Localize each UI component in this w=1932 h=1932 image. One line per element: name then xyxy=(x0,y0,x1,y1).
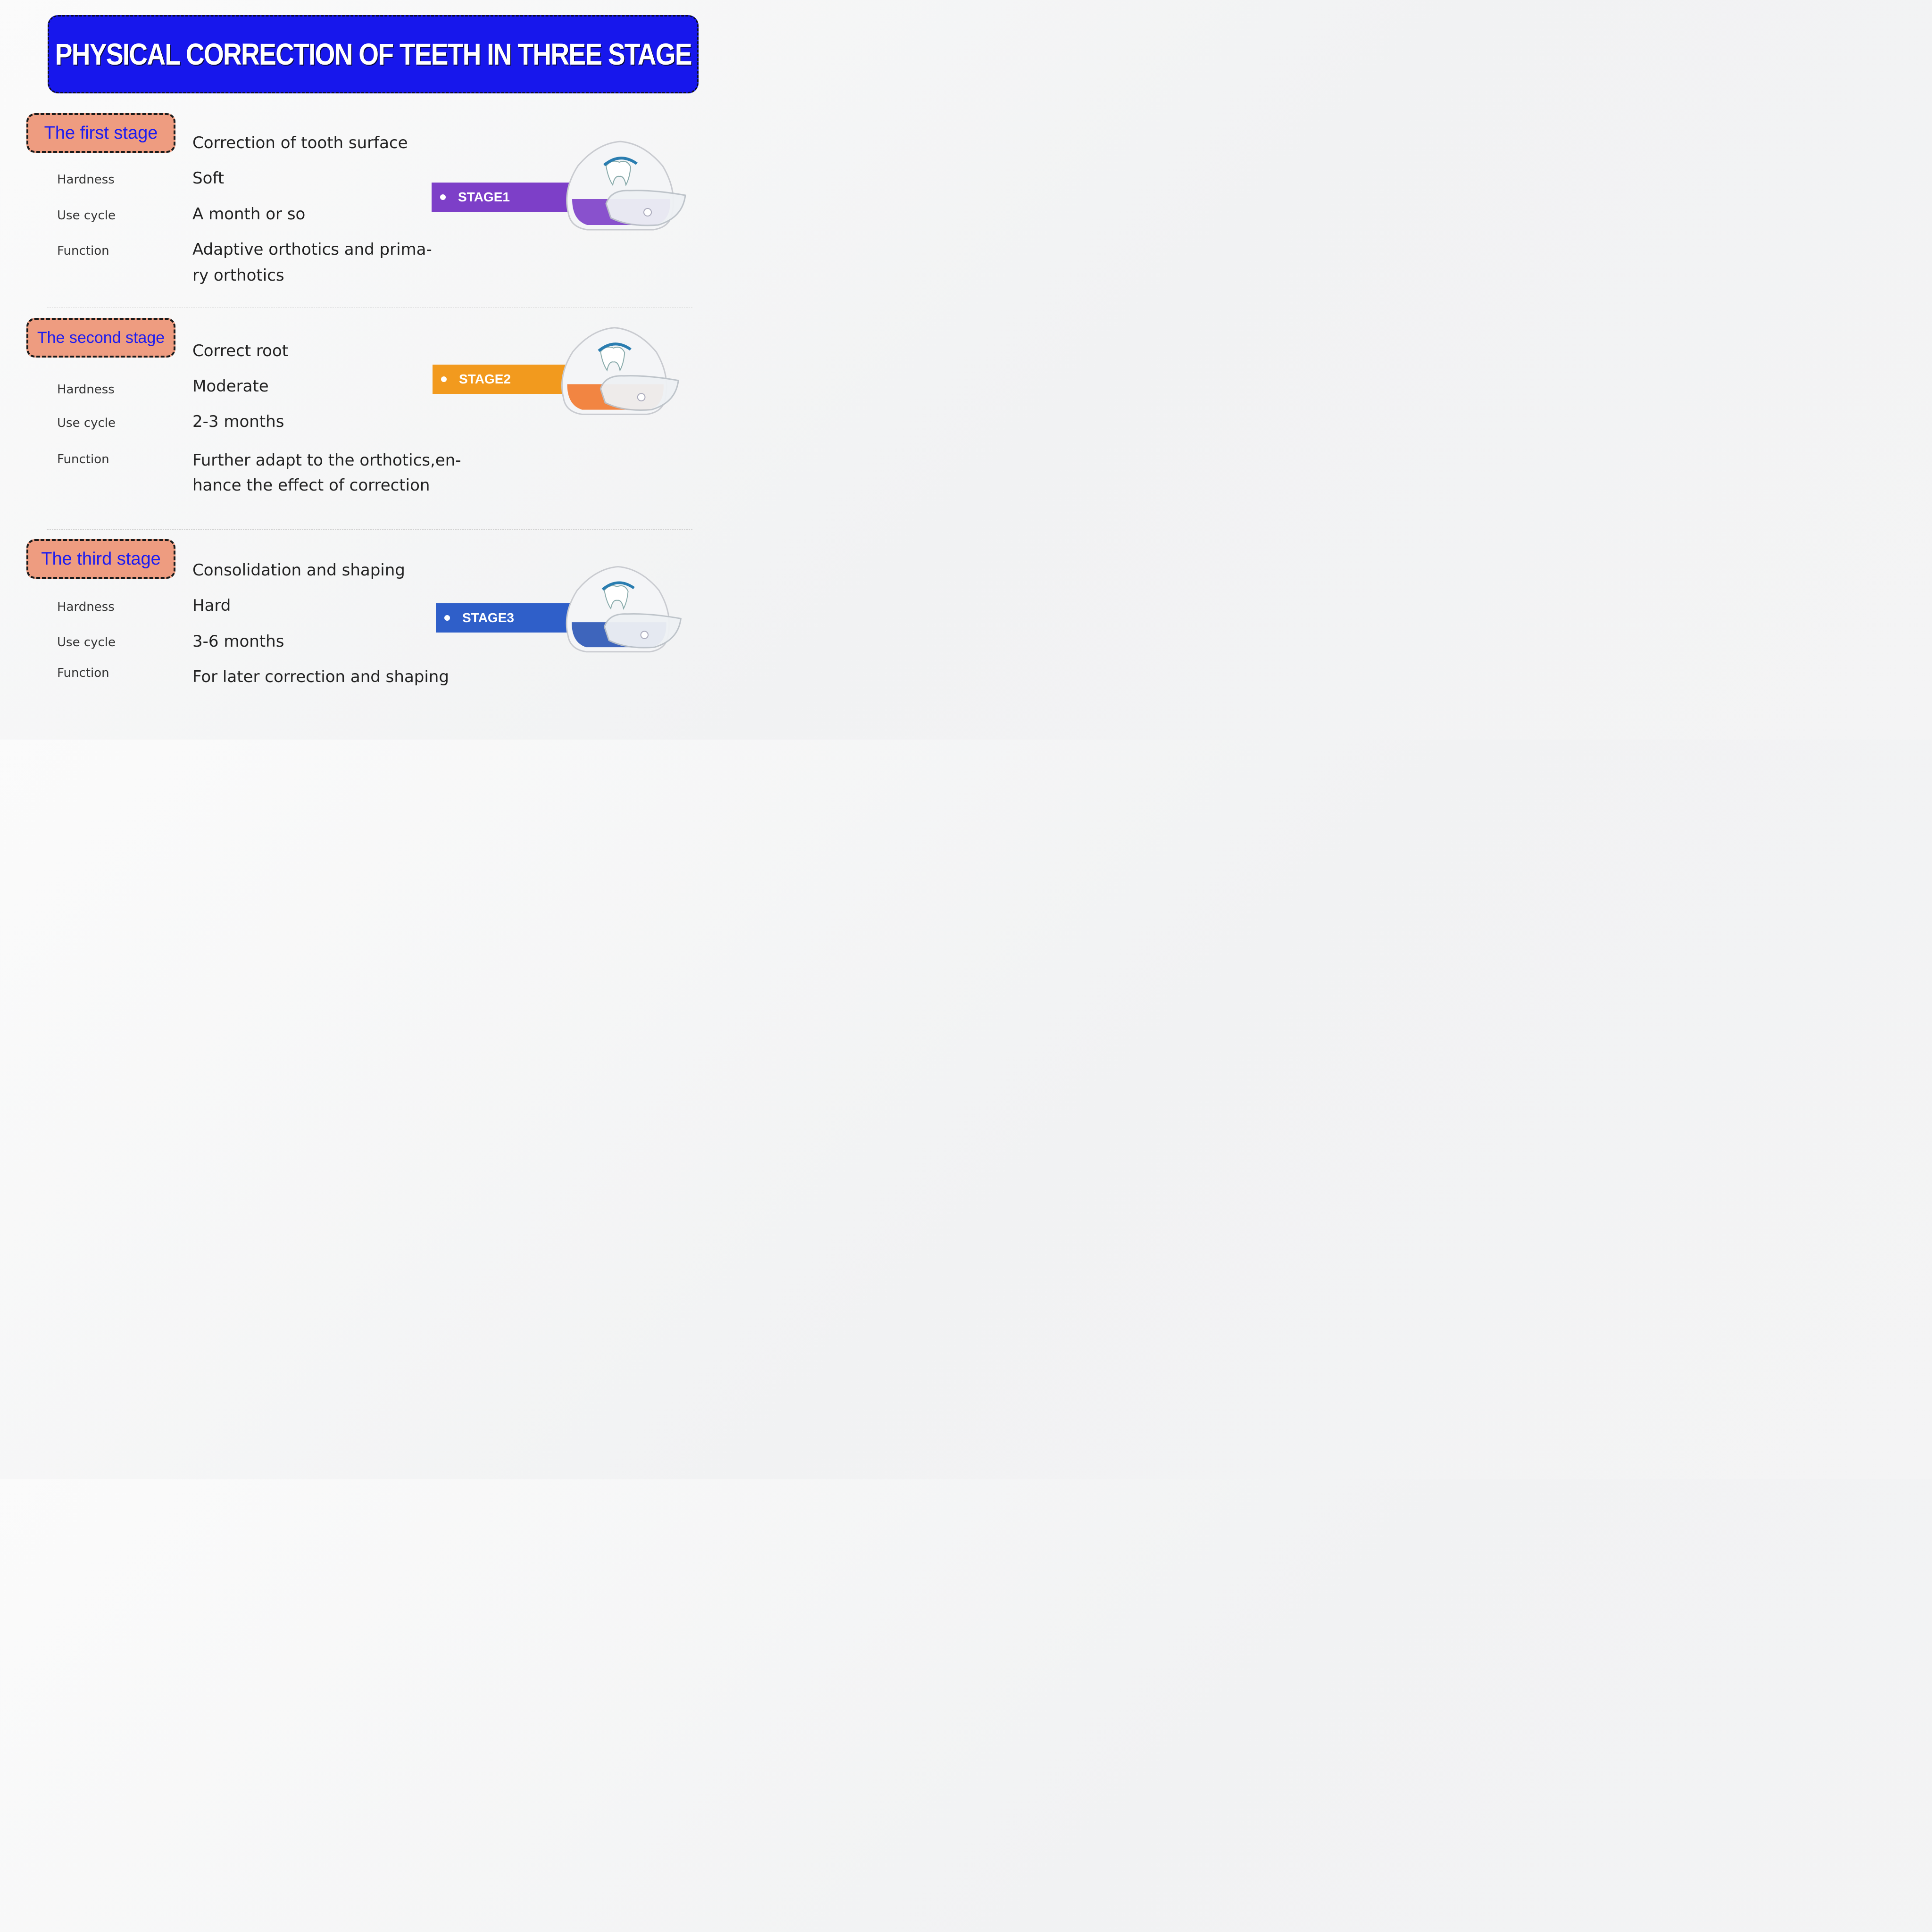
stage-badge-label: The second stage xyxy=(37,328,165,347)
hardness-value: Soft xyxy=(192,169,225,188)
function-value-line2: hance the effect of correction xyxy=(192,476,430,495)
section-divider xyxy=(47,529,692,530)
stage-heading: Correct root xyxy=(192,341,289,360)
stage-badge-label: The first stage xyxy=(44,123,158,143)
hardness-label: Hardness xyxy=(57,173,115,187)
stage-tag-3 xyxy=(436,603,577,633)
bullet-icon xyxy=(440,194,446,200)
use-cycle-value: 3-6 months xyxy=(192,632,284,651)
stage-badge-third xyxy=(26,539,175,579)
function-label: Function xyxy=(57,452,109,466)
function-value-line1: Further adapt to the orthotics,en- xyxy=(192,451,461,470)
bullet-icon xyxy=(441,376,447,382)
stage-heading: Correction of tooth surface xyxy=(192,133,408,152)
page-title: PHYSICAL CORRECTION OF TEETH IN THREE STAGE xyxy=(55,37,691,71)
function-label: Function xyxy=(57,666,109,680)
stage-tag-2 xyxy=(433,365,574,394)
use-cycle-label: Use cycle xyxy=(57,208,116,223)
bullet-icon xyxy=(444,615,450,621)
use-cycle-label: Use cycle xyxy=(57,635,116,650)
hardness-value: Moderate xyxy=(192,377,269,396)
hardness-label: Hardness xyxy=(57,600,115,614)
function-label: Function xyxy=(57,244,109,258)
use-cycle-label: Use cycle xyxy=(57,416,116,430)
hardness-value: Hard xyxy=(192,596,231,615)
stage-tag-label: STAGE3 xyxy=(462,610,514,625)
aligner-case-icon xyxy=(559,138,691,237)
stage-tag-label: STAGE2 xyxy=(459,372,511,386)
stage-badge-second xyxy=(26,318,175,358)
aligner-case-icon xyxy=(559,561,686,660)
use-cycle-value: A month or so xyxy=(192,205,306,224)
stage-tag-1 xyxy=(432,183,578,212)
function-value-line2: ry orthotics xyxy=(192,266,284,285)
stage-heading: Consolidation and shaping xyxy=(192,561,405,580)
stage-tag-label: STAGE1 xyxy=(458,190,510,204)
stage-badge-label: The third stage xyxy=(41,549,161,569)
function-value-line1: For later correction and shaping xyxy=(192,667,449,686)
hardness-label: Hardness xyxy=(57,383,115,397)
aligner-case-icon xyxy=(554,323,684,422)
stage-badge-first xyxy=(26,113,175,153)
function-value-line1: Adaptive orthotics and prima- xyxy=(192,240,432,259)
use-cycle-value: 2-3 months xyxy=(192,412,284,431)
title-banner xyxy=(48,15,699,93)
